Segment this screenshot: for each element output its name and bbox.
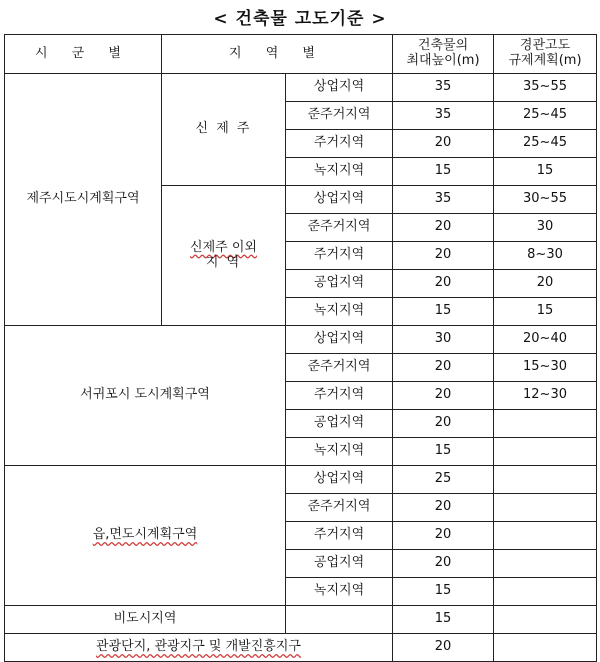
max-height-cell: 20 — [393, 214, 494, 242]
max-height-cell: 15 — [393, 438, 494, 466]
zone-cell: 주거지역 — [286, 522, 393, 550]
zone-cell: 준주거지역 — [286, 214, 393, 242]
zone-cell: 주거지역 — [286, 130, 393, 158]
landscape-cell — [494, 438, 597, 466]
max-height-cell: 20 — [393, 354, 494, 382]
header-row — [5, 35, 597, 74]
zone-cell: 준주거지역 — [286, 102, 393, 130]
landscape-cell — [494, 550, 597, 578]
zone-cell: 상업지역 — [286, 186, 393, 214]
header-city: 시 군 별 — [5, 35, 162, 74]
header-landscape-line1: 경관고도 — [519, 38, 571, 54]
landscape-cell — [494, 494, 597, 522]
landscape-cell — [494, 634, 597, 662]
max-height-cell: 25 — [393, 466, 494, 494]
landscape-cell: 30~55 — [494, 186, 597, 214]
max-height-cell: 20 — [393, 130, 494, 158]
landscape-cell — [494, 578, 597, 606]
max-height-cell: 35 — [393, 74, 494, 102]
header-landscape-line2: 규제계획(m) — [508, 53, 582, 68]
zone-cell: 공업지역 — [286, 550, 393, 578]
zone-cell: 주거지역 — [286, 382, 393, 410]
landscape-cell: 15 — [494, 158, 597, 186]
max-height-cell: 20 — [393, 382, 494, 410]
max-height-cell: 35 — [393, 186, 494, 214]
table-row — [5, 606, 597, 634]
landscape-cell: 15 — [494, 298, 597, 326]
max-height-cell: 15 — [393, 298, 494, 326]
table-row — [5, 326, 597, 354]
landscape-cell: 20~40 — [494, 326, 597, 354]
landscape-cell: 25~45 — [494, 130, 597, 158]
max-height-cell: 20 — [393, 522, 494, 550]
landscape-cell: 25~45 — [494, 102, 597, 130]
zone-cell: 녹지지역 — [286, 298, 393, 326]
table-row — [5, 466, 597, 494]
zone-cell: 녹지지역 — [286, 158, 393, 186]
max-height-cell: 20 — [393, 494, 494, 522]
header-max-height — [393, 35, 494, 74]
landscape-cell — [494, 466, 597, 494]
zone-cell: 상업지역 — [286, 74, 393, 102]
group-non-urban: 비도시지역 — [5, 606, 286, 634]
subgroup-non-sin-jeju-line2: 지 역 — [205, 254, 242, 270]
zone-cell: 상업지역 — [286, 326, 393, 354]
max-height-cell: 20 — [393, 270, 494, 298]
page-title: < 건축물 고도기준 > — [213, 9, 387, 29]
landscape-cell: 8~30 — [494, 242, 597, 270]
header-area: 지 역 별 — [162, 35, 393, 74]
landscape-cell — [494, 522, 597, 550]
zone-cell: 상업지역 — [286, 466, 393, 494]
zone-cell: 녹지지역 — [286, 438, 393, 466]
max-height-cell: 15 — [393, 158, 494, 186]
max-height-cell: 20 — [393, 550, 494, 578]
zone-cell: 공업지역 — [286, 410, 393, 438]
header-max-height-line2: 최대높이(m) — [406, 53, 480, 68]
landscape-cell: 35~55 — [494, 74, 597, 102]
max-height-cell: 30 — [393, 326, 494, 354]
subgroup-non-sin-jeju-line1: 신제주 이외 — [190, 239, 257, 255]
max-height-cell: 20 — [393, 634, 494, 662]
group-eupmyeon: 읍,면도시계획구역 — [5, 466, 286, 606]
max-height-cell: 35 — [393, 102, 494, 130]
table-row — [5, 634, 597, 662]
zone-cell — [286, 606, 393, 634]
landscape-cell — [494, 606, 597, 634]
landscape-cell — [494, 410, 597, 438]
group-seogwipo: 서귀포시 도시계획구역 — [5, 326, 286, 466]
max-height-cell: 20 — [393, 410, 494, 438]
building-height-table — [4, 34, 597, 662]
landscape-cell: 30 — [494, 214, 597, 242]
header-max-height-line1: 건축물의 — [417, 38, 469, 54]
group-tourism: 관광단지, 관광지구 및 개발진흥지구 — [5, 634, 393, 662]
max-height-cell: 15 — [393, 578, 494, 606]
zone-cell: 녹지지역 — [286, 578, 393, 606]
zone-cell: 공업지역 — [286, 270, 393, 298]
zone-cell: 주거지역 — [286, 242, 393, 270]
landscape-cell: 12~30 — [494, 382, 597, 410]
zone-cell: 준주거지역 — [286, 354, 393, 382]
subgroup-sin-jeju: 신 제 주 — [162, 74, 286, 186]
zone-cell: 준주거지역 — [286, 494, 393, 522]
group-jeju-city: 제주시도시계획구역 — [5, 74, 162, 326]
landscape-cell: 20 — [494, 270, 597, 298]
max-height-cell: 20 — [393, 242, 494, 270]
subgroup-non-sin-jeju — [162, 186, 286, 326]
table-row — [5, 74, 597, 102]
landscape-cell: 15~30 — [494, 354, 597, 382]
header-landscape — [494, 35, 597, 74]
max-height-cell: 15 — [393, 606, 494, 634]
